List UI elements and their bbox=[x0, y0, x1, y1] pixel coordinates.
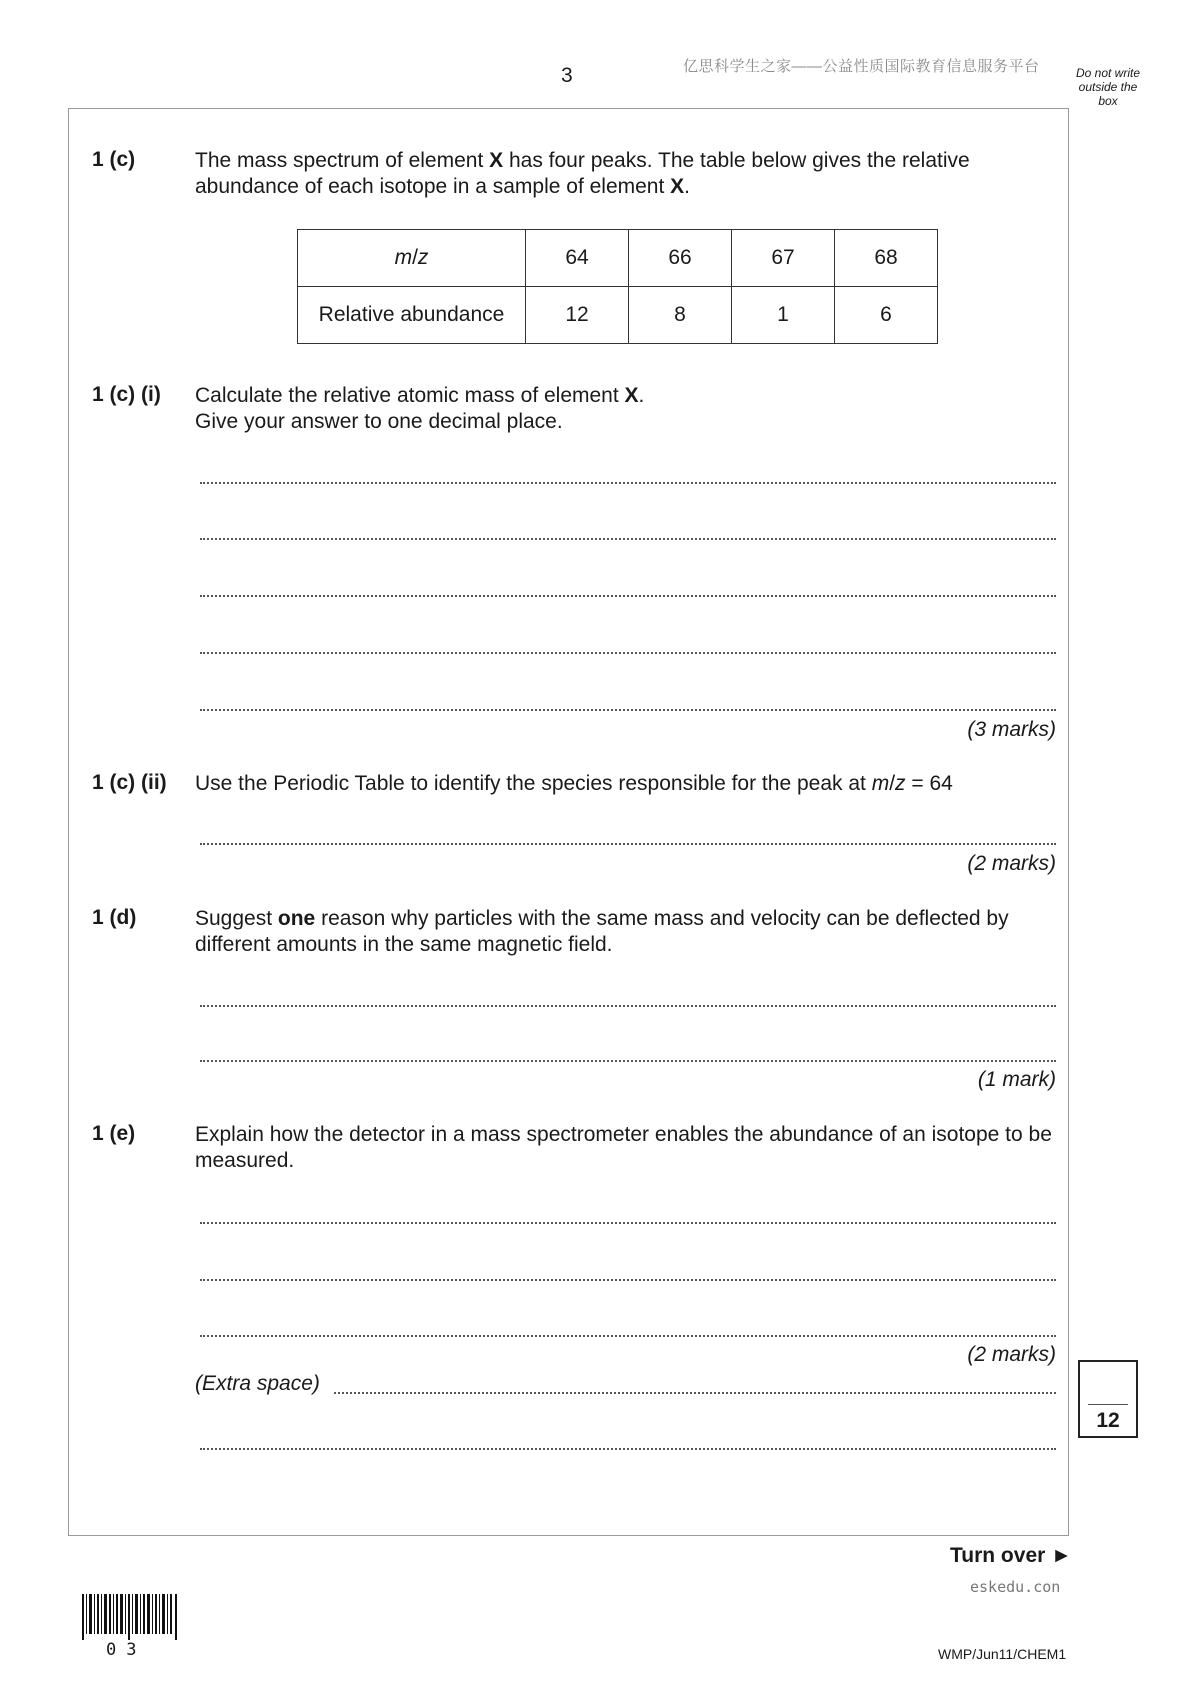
barcode-icon bbox=[82, 1594, 178, 1640]
question-number-1cii: 1 (c) (ii) bbox=[92, 771, 167, 794]
score-divider bbox=[1088, 1404, 1128, 1405]
question-text-1ci: Calculate the relative atomic mass of element X. Give your answer to one decimal place. bbox=[195, 384, 645, 433]
answer-line[interactable] bbox=[334, 1392, 1056, 1394]
answer-line[interactable] bbox=[200, 709, 1056, 711]
answer-line[interactable] bbox=[200, 595, 1056, 597]
table-cell: 6 bbox=[835, 287, 938, 344]
site-text: eskedu.con bbox=[970, 1578, 1061, 1596]
marks-label: (3 marks) bbox=[967, 718, 1056, 741]
marks-label: (2 marks) bbox=[967, 852, 1056, 875]
answer-line[interactable] bbox=[200, 482, 1056, 484]
question-number-1d: 1 (d) bbox=[92, 906, 137, 929]
page-number: 3 bbox=[561, 64, 573, 87]
score-total: 12 bbox=[1096, 1409, 1120, 1432]
isotope-table bbox=[297, 229, 938, 344]
reference-code: WMP/Jun11/CHEM1 bbox=[938, 1646, 1067, 1662]
answer-line[interactable] bbox=[200, 1005, 1056, 1007]
table-cell: 12 bbox=[526, 287, 629, 344]
table-header-mz: m/z bbox=[298, 230, 526, 287]
barcode-number: 03 bbox=[106, 1640, 147, 1660]
table-cell: 67 bbox=[732, 230, 835, 287]
question-text-1cii: Use the Periodic Table to identify the species responsible for the peak at m/z = 64 bbox=[195, 772, 953, 795]
margin-note: Do not write outside the box bbox=[1075, 66, 1141, 108]
table-row bbox=[298, 230, 938, 287]
turn-over-label: Turn over ► bbox=[950, 1544, 1072, 1567]
answer-line[interactable] bbox=[200, 843, 1056, 845]
table-cell: 1 bbox=[732, 287, 835, 344]
table-cell: 66 bbox=[629, 230, 732, 287]
answer-line[interactable] bbox=[200, 1060, 1056, 1062]
answer-line[interactable] bbox=[200, 1448, 1056, 1450]
answer-line[interactable] bbox=[200, 652, 1056, 654]
table-cell: 8 bbox=[629, 287, 732, 344]
extra-space-label: (Extra space) bbox=[195, 1372, 320, 1395]
table-cell: 68 bbox=[835, 230, 938, 287]
question-text-1d: Suggest one reason why particles with the same mass and velocity can be deflected by different amounts in the same magnetic field. bbox=[195, 907, 1009, 956]
question-text-1e: Explain how the detector in a mass spectrometer enables the abundance of an isotope to be measured. bbox=[195, 1123, 1052, 1172]
marks-label: (2 marks) bbox=[967, 1343, 1056, 1366]
answer-line[interactable] bbox=[200, 1222, 1056, 1224]
question-text-1c: The mass spectrum of element X has four peaks. The table below gives the relative abundance of each isotope in a sample of element X. bbox=[195, 149, 970, 198]
question-number-1ci: 1 (c) (i) bbox=[92, 383, 161, 406]
table-cell: 64 bbox=[526, 230, 629, 287]
watermark-text: 亿思科学生之家——公益性质国际教育信息服务平台 bbox=[683, 58, 1040, 75]
answer-line[interactable] bbox=[200, 1279, 1056, 1281]
table-row bbox=[298, 287, 938, 344]
table-header-abundance: Relative abundance bbox=[298, 287, 526, 344]
answer-line[interactable] bbox=[200, 1335, 1056, 1337]
question-number-1c: 1 (c) bbox=[92, 148, 136, 171]
score-box bbox=[1078, 1360, 1138, 1438]
marks-label: (1 mark) bbox=[977, 1068, 1056, 1091]
question-number-1e: 1 (e) bbox=[92, 1122, 136, 1145]
answer-line[interactable] bbox=[200, 538, 1056, 540]
